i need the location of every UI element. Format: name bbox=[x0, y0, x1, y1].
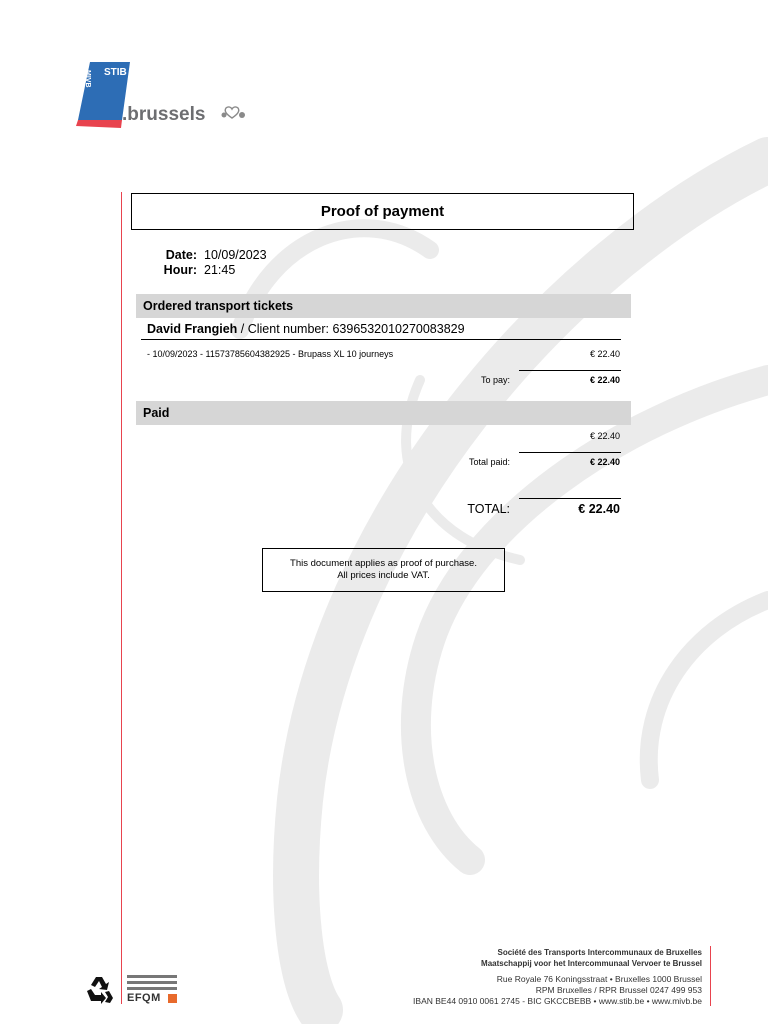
document-title bbox=[131, 193, 634, 230]
note-line-1: This document applies as proof of purchase. bbox=[290, 558, 477, 569]
ticket-item-amount: € 22.40 bbox=[589, 349, 620, 359]
logo-brussels-text: .brussels bbox=[122, 104, 206, 125]
left-margin-line bbox=[121, 192, 122, 1004]
ticket-item-description: - 10/09/2023 - 11573785604382925 - Brupass XL 10 journeys bbox=[147, 349, 394, 359]
stib-brussels-logo bbox=[76, 62, 256, 132]
efqm-text: EFQM bbox=[127, 992, 161, 1004]
date-label: Date: bbox=[165, 248, 197, 262]
paid-heading: Paid bbox=[136, 401, 631, 425]
client-line bbox=[147, 322, 465, 336]
footer-registration: RPM Bruxelles / RPR Brussel 0247 499 953 bbox=[535, 985, 702, 995]
date-value: 10/09/2023 bbox=[204, 248, 267, 262]
total-rule bbox=[519, 498, 621, 499]
client-rule bbox=[141, 339, 621, 340]
footer-company-nl: Maatschappij voor het Intercommunaal Vervoer te Brussel bbox=[481, 959, 702, 968]
logo-stib-text: STIB bbox=[104, 67, 127, 78]
footer-company-fr: Société des Transports Intercommunaux de Bruxelles bbox=[497, 948, 702, 957]
efqm-logo bbox=[127, 975, 179, 1005]
total-paid-rule bbox=[519, 452, 621, 453]
to-pay-value: € 22.40 bbox=[589, 375, 620, 385]
total-paid-value: € 22.40 bbox=[589, 457, 620, 467]
total-label: TOTAL: bbox=[467, 502, 510, 516]
total-paid-label: Total paid: bbox=[468, 457, 510, 467]
client-name: David Frangieh bbox=[147, 322, 238, 336]
proof-note-box bbox=[262, 548, 505, 592]
hour-value: 21:45 bbox=[204, 263, 236, 277]
total-value: € 22.40 bbox=[578, 502, 620, 516]
footer-bank: IBAN BE44 0910 0061 2745 - BIC GKCCBEBB • www.stib.be • www.mivb.be bbox=[413, 996, 702, 1006]
heart-icon bbox=[222, 107, 246, 118]
paid-amount: € 22.40 bbox=[589, 431, 620, 441]
recycle-icon bbox=[83, 975, 115, 1005]
hour-label: Hour: bbox=[163, 263, 197, 277]
client-number: / Client number: 6396532010270083829 bbox=[237, 322, 465, 336]
ordered-tickets-heading: Ordered transport tickets bbox=[136, 294, 631, 318]
to-pay-rule bbox=[519, 370, 621, 371]
footer-address: Rue Royale 76 Koningsstraat • Bruxelles 1000 Brussel bbox=[496, 974, 702, 984]
to-pay-label: To pay: bbox=[480, 375, 510, 385]
footer-red-line bbox=[710, 946, 711, 1006]
document-title-text: Proof of payment bbox=[320, 203, 445, 220]
logo-mivb-text: MIVB bbox=[84, 70, 91, 88]
note-line-2: All prices include VAT. bbox=[337, 570, 430, 581]
